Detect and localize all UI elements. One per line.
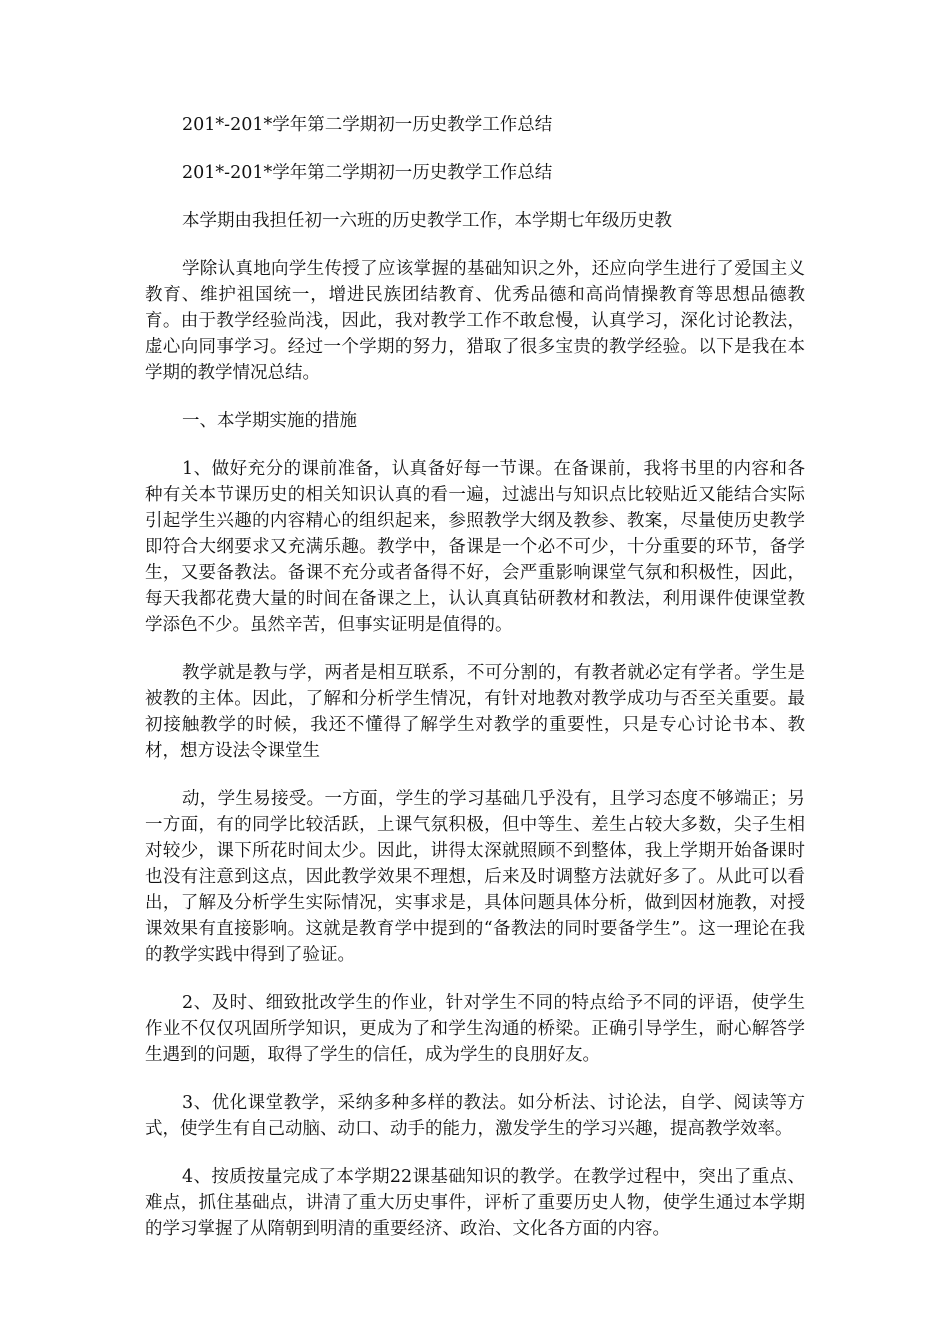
paragraph-lesson-prep: 1、做好充分的课前准备，认真备好每一节课。在备课前，我将书里的内容和各种有关本节课历史的相关知识认真的看一遍，过滤出与知识点比较贴近又能结合实际引起学生兴趣的内容精心的组织起来，参照教学大纲及教参、教案，尽量使历史教学即符合大纲要求又充满乐趣。教学中，备课是一个必不可少，十分重要的环节，备学生，又要备教法。备课不充分或者备得不好，会严重影响课堂气氛和积极性，因此，每天我都花费大量的时间在备课之上，认认真真钻研教材和教法，利用课件使课堂教学添色不少。虽然辛苦，但事实证明是值得的。 (145, 459, 805, 635)
paragraph-homework: 2、及时、细致批改学生的作业，针对学生不同的特点给予不同的评语，使学生作业不仅仅巩固所学知识，更成为了和学生沟通的桥梁。正确引导学生，耐心解答学生遇到的问题，取得了学生的信任，成为学生的良朋好友。 (145, 993, 805, 1065)
paragraph-education: 学除认真地向学生传授了应该掌握的基础知识之外，还应向学生进行了爱国主义教育、维护祖国统一，增进民族团结教育、优秀品德和高尚情操教育等思想品德教育。由于教学经验尚浅，因此，我对教学工作不敢怠慢，认真学习，深化讨论教法，虚心向同事学习。经过一个学期的努力，猎取了很多宝贵的教学经验。以下是我在本学期的教学情况总结。 (145, 259, 805, 383)
document-body (145, 112, 805, 1264)
section-heading-measures: 一、本学期实施的措施 (182, 411, 357, 431)
paragraph-teaching-learning: 教学就是教与学，两者是相互联系，不可分割的，有教者就必定有学者。学生是被教的主体。因此，了解和分析学生情况，有针对地教对教学成功与否至关重要。最初接触教学的时候，我还不懂得了解学生对教学的重要性，只是专心讨论书本、教材，想方设法令课堂生 (145, 663, 805, 761)
document-title: 201*-201*学年第二学期初一历史教学工作总结 (182, 115, 553, 135)
document-subtitle: 201*-201*学年第二学期初一历史教学工作总结 (182, 163, 553, 183)
paragraph-curriculum-completion: 4、按质按量完成了本学期22课基础知识的教学。在教学过程中，突出了重点、难点，抓住基础点，讲清了重大历史事件，评析了重要历史人物，使学生通过本学期的学习掌握了从隋朝到明清的重要经济、政治、文化各方面的内容。 (145, 1167, 805, 1239)
paragraph-student-analysis: 动，学生易接受。一方面，学生的学习基础几乎没有，且学习态度不够端正；另一方面，有的同学比较活跃，上课气氛积极，但中等生、差生占较大多数，尖子生相对较少，课下所花时间太少。因此，讲得太深就照顾不到整体，我上学期开始备课时也没有注意到这点，因此教学效果不理想，后来及时调整方法就好多了。从此可以看出，了解及分析学生实际情况，实事求是，具体问题具体分析，做到因材施教，对授课效果有直接影响。这就是教育学中提到的“备教法的同时要备学生”。这一理论在我的教学实践中得到了验证。 (145, 789, 805, 965)
paragraph-intro: 本学期由我担任初一六班的历史教学工作，本学期七年级历史教 (182, 211, 672, 231)
paragraph-classroom-methods: 3、优化课堂教学，采纳多种多样的教法。如分析法、讨论法，自学、阅读等方式，使学生有自己动脑、动口、动手的能力，激发学生的学习兴趣，提高教学效率。 (145, 1093, 805, 1139)
